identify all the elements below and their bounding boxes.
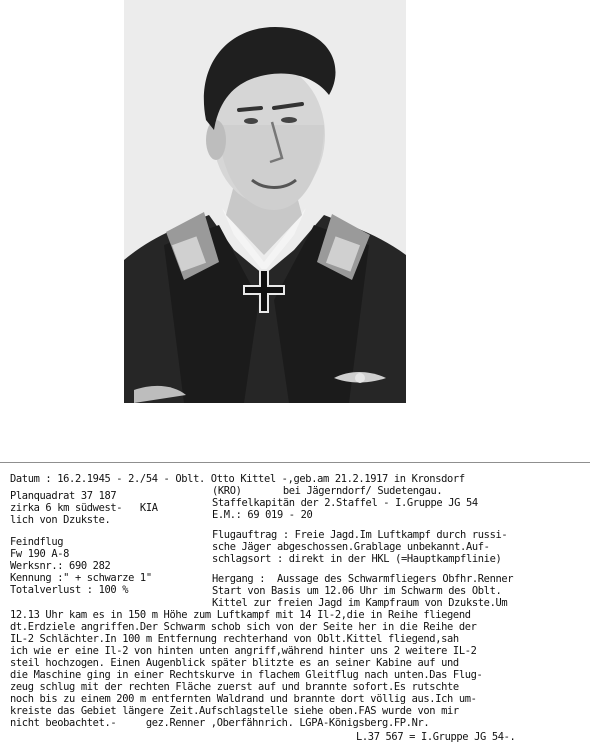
right-line: Flugauftrag : Freie Jagd.Im Luftkampf durch russi- xyxy=(212,529,508,541)
right-line: Hergang : Aussage des Schwarmfliegers Obfhr.Renner xyxy=(212,573,514,585)
body-line: die Maschine ging in einer Rechtskurve in flachem Gleitflug nach unten.Das Flug- xyxy=(10,669,483,681)
right-line: E.M.: 69 019 - 20 xyxy=(212,509,313,521)
record-divider xyxy=(0,462,590,463)
left-line: lich von Dzukste. xyxy=(10,514,111,526)
body-line: kreiste das Gebiet längere Zeit.Aufschlagstelle siehe oben.FAS wurde von mir xyxy=(10,705,459,717)
left-line: Totalverlust : 100 % xyxy=(10,584,129,596)
body-line: noch bis zu einem 200 m entfernten Waldrand und brannte dort völlig aus.Ich um- xyxy=(10,693,477,705)
left-line: Planquadrat 37 187 xyxy=(10,490,117,502)
header-line: Datum : 16.2.1945 - 2./54 - Oblt. Otto Kittel -,geb.am 21.2.1917 in Kronsdorf xyxy=(10,473,465,485)
right-line: (KRO) bei Jägerndorf/ Sudetengau. xyxy=(212,485,443,497)
right-line: Staffelkapitän der 2.Staffel - I.Gruppe JG 54 xyxy=(212,497,478,509)
left-line: Kennung :" + schwarze 1" xyxy=(10,572,152,584)
body-line: nicht beobachtet.- gez.Renner ,Oberfähnrich. LGPA-Königsberg.FP.Nr. xyxy=(10,717,430,729)
body-line: steil hochzogen. Einen Augenblick später blitzte es an seiner Kabine auf und xyxy=(10,657,459,669)
body-line: ich wie er eine Il-2 von hinten unten angriff,während hinter uns 2 weitere IL-2 xyxy=(10,645,477,657)
left-line: zirka 6 km südwest- KIA xyxy=(10,502,158,514)
right-line: Kittel zur freien Jagd im Kampfraum von Dzukste.Um xyxy=(212,597,508,609)
footer-line: L.37 567 = I.Gruppe JG 54-. xyxy=(356,731,516,743)
body-line: zeug schlug mit der rechten Fläche zuerst auf und brannte sofort.Es rutschte xyxy=(10,681,459,693)
right-line: Start von Basis um 12.06 Uhr im Schwarm des Oblt. xyxy=(212,585,502,597)
left-line: Fw 190 A-8 xyxy=(10,548,70,560)
left-line: Feindflug xyxy=(10,536,64,548)
portrait-photo xyxy=(124,0,406,403)
right-line: schlagsort : direkt in der HKL (=Hauptkampflinie) xyxy=(212,553,502,565)
record-text xyxy=(0,467,590,747)
body-line: IL-2 Schlächter.In 100 m Entfernung rechterhand von Oblt.Kittel fliegend,sah xyxy=(10,633,459,645)
body-line: 12.13 Uhr kam es in 150 m Höhe zum Luftkampf mit 14 Il-2,die in Reihe fliegend xyxy=(10,609,471,621)
right-line: sche Jäger abgeschossen.Grablage unbekannt.Auf- xyxy=(212,541,490,553)
left-line: Werksnr.: 690 282 xyxy=(10,560,111,572)
body-line: dt.Erdziele angriffen.Der Schwarm schob sich von der Seite her in die Reihe der xyxy=(10,621,477,633)
